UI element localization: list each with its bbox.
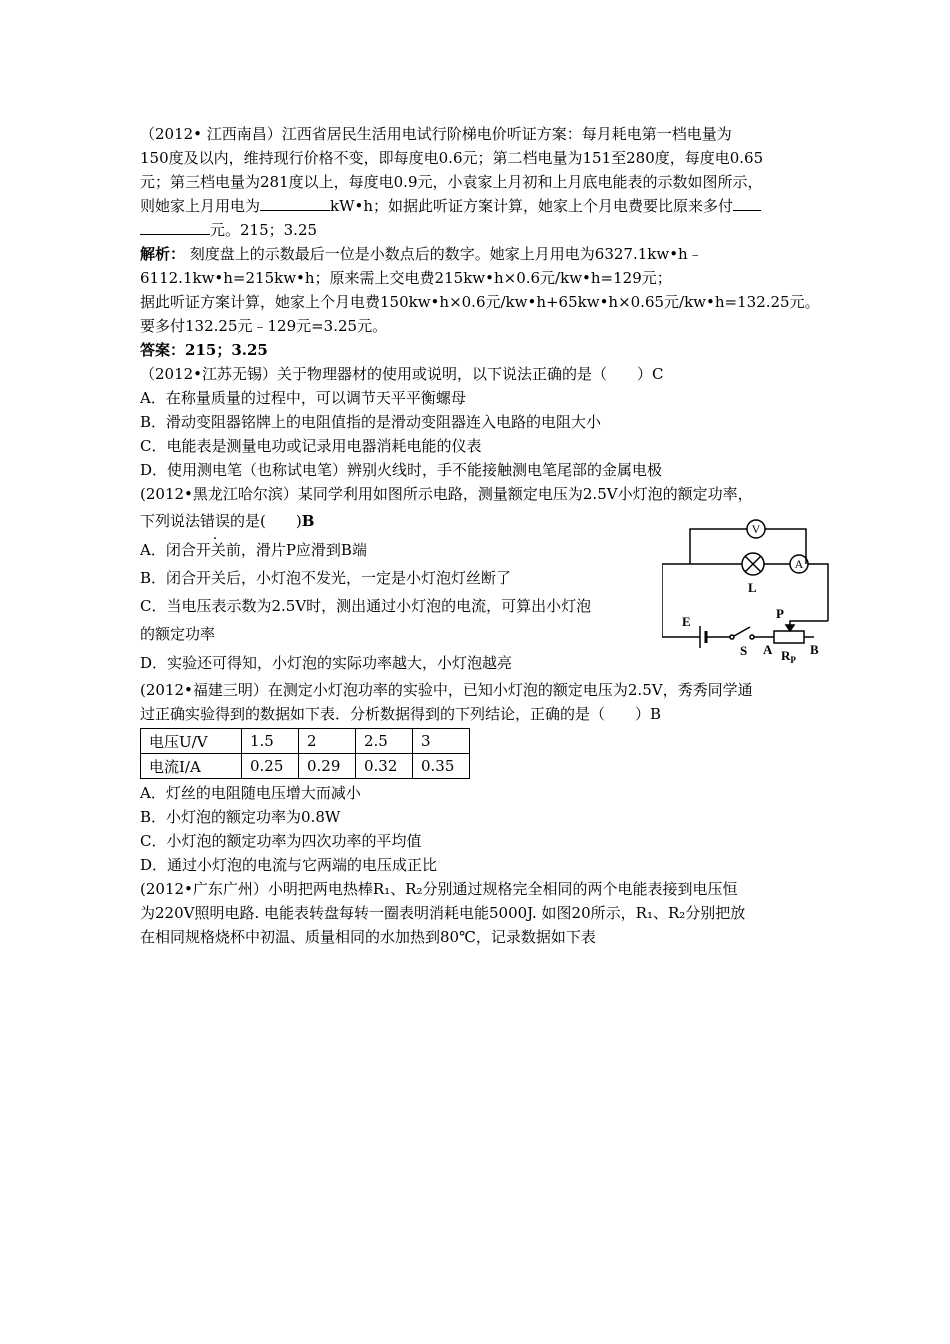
q2-option-b: B．滑动变阻器铭牌上的电阻值指的是滑动变阻器连入电路的电阻大小 — [140, 413, 602, 431]
table-row — [141, 754, 470, 779]
q2-option-a: A．在称量质量的过程中，可以调节天平平衡螺母 — [140, 389, 466, 407]
lamp-label: L — [748, 580, 757, 595]
q1-line-1: （2012• 江西南昌）江西省居民生活用电试行阶梯电价听证方案：每月耗电第一档电量为 — [140, 125, 732, 143]
circuit-diagram — [662, 514, 832, 664]
question-5 — [140, 877, 820, 949]
q4-option-b: B．小灯泡的额定功率为0.8W — [140, 808, 341, 826]
q3-line-2-b: 的是( ) — [230, 512, 302, 530]
q1-blank-1[interactable] — [260, 194, 330, 211]
table-cell: 3 — [413, 729, 470, 754]
voltmeter-label: V — [751, 522, 761, 536]
table-row — [141, 729, 470, 754]
answer-value: 215；3.25 — [185, 341, 268, 359]
table-cell: 2 — [299, 729, 356, 754]
analysis-text-1: 刻度盘上的示数最后一位是小数点后的数字。她家上月用电为6327.1kw•h﹣ — [185, 245, 703, 263]
q3-option-a: A．闭合开关前，滑片P应滑到B端 — [140, 541, 367, 559]
question-2 — [140, 362, 820, 482]
q5-line-3: 在相同规格烧杯中初温、质量相同的水加热到80℃，记录数据如下表 — [140, 928, 596, 946]
q3-option-c-2: 的额定功率 — [140, 625, 216, 643]
question-4 — [140, 678, 820, 877]
switch-contact-right — [750, 635, 754, 639]
q1-analysis-line-3: 据此听证方案计算，她家上个月电费150kw•h×0.6元/kw•h+65kw•h×0.65元/kw•h=132.25元。 — [140, 293, 820, 311]
q1-line-5-b: 元。215；3.25 — [210, 221, 318, 239]
table-cell: 电流I/A — [141, 754, 242, 779]
q1-line-4-b: kW•h；如据此听证方案计算，她家上个月电费要比原来多付 — [330, 197, 734, 215]
q5-line-1: (2012•广东广州）小明把两电热棒R₁、R₂分别通过规格完全相同的两个电能表接到电压恒 — [140, 880, 738, 898]
q2-option-d: D．使用测电笔（也称试电笔）辨别火线时，手不能接触测电笔尾部的金属电极 — [140, 461, 663, 479]
q4-option-a: A．灯丝的电阻随电压增大而减小 — [140, 784, 361, 802]
table-cell: 0.32 — [356, 754, 413, 779]
answer-label: 答案： — [140, 341, 186, 359]
battery-label: E — [682, 614, 691, 629]
q2-stem: （2012•江苏无锡）关于物理器材的使用或说明，以下说法正确的是（ ）C — [140, 365, 664, 383]
rheostat-end-a: A — [763, 642, 773, 657]
rheostat-end-b: B — [810, 642, 819, 657]
ammeter-label: A — [794, 557, 804, 571]
q1-blank-2b[interactable] — [140, 218, 210, 235]
analysis-label: 解析： — [140, 245, 186, 263]
question-1 — [140, 122, 820, 362]
q4-stem-1: (2012•福建三明）在测定小灯泡功率的实验中，已知小灯泡的额定电压为2.5V，秀秀同学通 — [140, 681, 753, 699]
q3-option-b: B．闭合开关后，小灯泡不发光，一定是小灯泡灯丝断了 — [140, 569, 512, 587]
question-3 — [140, 482, 820, 678]
q4-option-c: C．小灯泡的额定功率为四次功率的平均值 — [140, 832, 422, 850]
q1-line-4-a: 则她家上月用电为 — [140, 197, 261, 215]
q5-line-2: 为220V照明电路. 电能表转盘每转一圈表明消耗电能5000J. 如图20所示，R₁、R₂分别把放 — [140, 904, 746, 922]
voltmeter-wire-left — [690, 529, 747, 564]
q1-analysis-line-1 — [140, 242, 820, 266]
rheostat-icon — [774, 631, 804, 643]
q4-option-d: D．通过小灯泡的电流与它两端的电压成正比 — [140, 856, 438, 874]
table-cell: 2.5 — [356, 729, 413, 754]
q3-option-c-1: C．当电压表示数为2.5V时，测出通过小灯泡的电流，可算出小灯泡 — [140, 597, 592, 615]
q3-line-2-a: 下列说法 — [140, 512, 201, 530]
table-cell: 1.5 — [242, 729, 299, 754]
q1-line-2: 150度及以内，维持现行价格不变，即每度电0.6元；第二档电量为151至280度，每度电0.65 — [140, 149, 764, 167]
q3-answer: B — [301, 512, 315, 530]
q1-analysis-line-4: 要多付132.25元﹣129元=3.25元。 — [140, 317, 388, 335]
q1-line-5 — [140, 218, 820, 242]
q4-stem-2: 过正确实验得到的数据如下表．分析数据得到的下列结论，正确的是（ ）B — [140, 705, 662, 723]
switch-contact-left — [730, 635, 734, 639]
table-cell: 0.29 — [299, 754, 356, 779]
q3-option-d: D．实验还可得知，小灯泡的实际功率越大，小灯泡越亮 — [140, 654, 513, 672]
q1-line-4 — [140, 194, 820, 218]
document-page — [140, 122, 820, 949]
slider-arrow — [786, 625, 794, 631]
q1-answer — [140, 338, 820, 362]
left-wire — [662, 564, 700, 637]
table-cell: 0.25 — [242, 754, 299, 779]
switch-blade — [734, 627, 750, 636]
q1-analysis-line-2: 6112.1kw•h=215kw•h；原来需上交电费215kw•h×0.6元/kw•h=129元； — [140, 269, 672, 287]
rheostat-label: $R_P$ — [781, 648, 796, 664]
data-table — [140, 728, 470, 779]
q1-blank-2a[interactable] — [733, 194, 761, 211]
q3-emphasis: 错误 — [200, 512, 231, 530]
q1-line-3: 元；第三档电量为281度以上，每度电0.9元，小袁家上月初和上月底电能表的示数如图所示， — [140, 173, 763, 191]
q3-stem: (2012•黑龙江哈尔滨）某同学利用如图所示电路，测量额定电压为2.5V小灯泡的额定功率， — [140, 485, 753, 503]
table-cell: 电压U/V — [141, 729, 242, 754]
switch-label: S — [740, 643, 748, 658]
q2-option-c: C．电能表是测量电功或记录用电器消耗电能的仪表 — [140, 437, 482, 455]
slider-wire — [790, 621, 828, 629]
slider-label: P — [776, 606, 784, 621]
table-cell: 0.35 — [413, 754, 470, 779]
main-wire-right — [808, 564, 828, 621]
